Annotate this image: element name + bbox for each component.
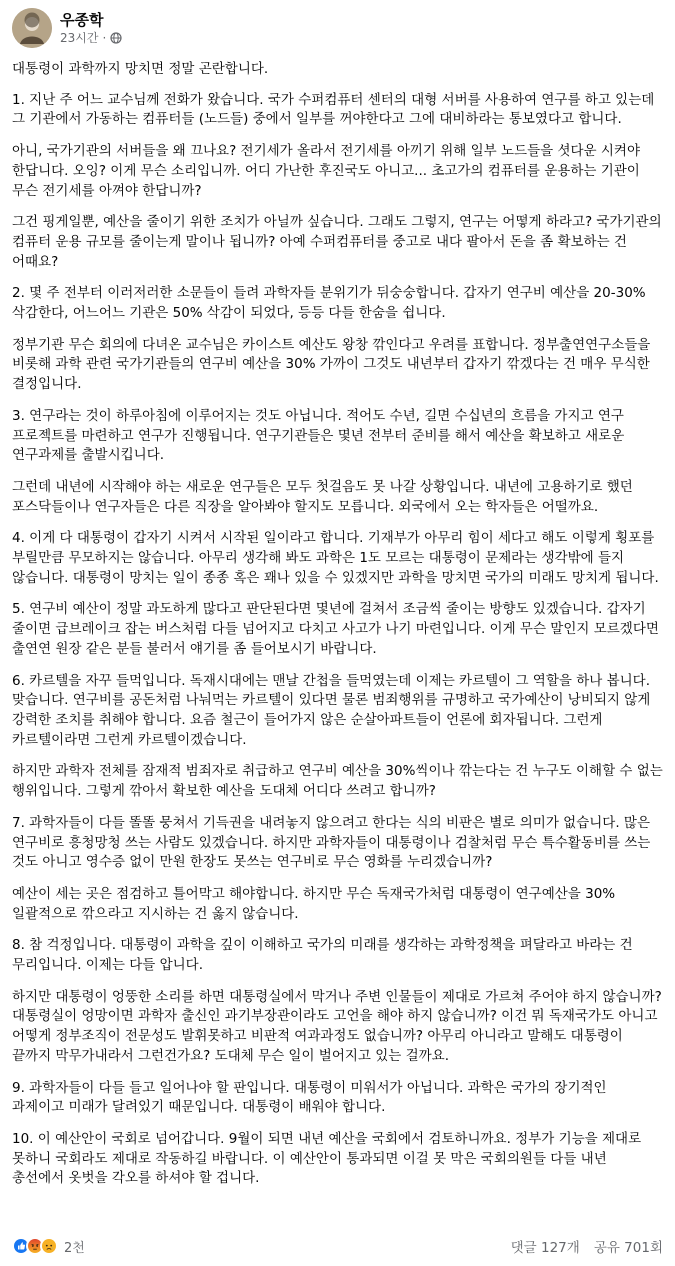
- post-paragraph: 9. 과학자들이 다들 들고 일어나야 할 판입니다. 대통령이 미워서가 아닙니다. 과학은 국가의 장기적인 과제이고 미래가 달려있기 때문입니다. 대통령이 배워야 합니다.: [12, 1079, 607, 1116]
- reaction-count[interactable]: 2천: [64, 1240, 85, 1256]
- author-name[interactable]: 우종학: [60, 11, 104, 29]
- post-paragraph: 6. 카르텔을 자꾸 들먹입니다. 독재시대에는 맨날 간첩을 들먹였는데 이제는 카르텔이 그 역할을 하나 봅니다. 맞습니다. 연구비를 공돈처럼 나눠먹는 카르텔이 있다면 물론 범죄행위를 규명하고 국가예산이 낭비되지 않게 강력한 조치를 취해야 합니다. 요즘 철근이 들어가지 않은 순살아파트들이 언론에 회자됩니다. 그런게 카르텔이라면 그런게 카르텔이겠습니다.: [12, 672, 651, 748]
- post-paragraph: 4. 이게 다 대통령이 갑자기 시켜서 시작된 일이라고 합니다. 기재부가 아무리 힘이 세다고 해도 이렇게 횡포를 부릴만큼 무모하지는 않습니다. 아무리 생각해 봐도 과학은 1도 모르는 대통령이 문제라는 생각밖에 들지 않습니다. 대통령이 망치는 일이 종종 혹은 꽤나 있을 수 있겠지만 과학을 망치면 국가의 미래도 망치게 됩니다.: [12, 530, 659, 586]
- post-paragraph: 하지만 대통령이 엉뚱한 소리를 하면 대통령실에서 막거나 주변 인물들이 제대로 가르쳐 주어야 하지 않습니까? 대통령실이 엉망이면 과학자 출신인 과기부장관이라도 고언을 해야 하지 않습니까? 이건 뭐 독재국가도 아니고 어떻게 정부조직이 전문성도 발휘못하고 비판적 여과과정도 없습니까? 아무리 아니라고 말해도 대통령이 끝까지 막무가내라서 그런건가요? 도대체 무슨 일이 벌어지고 있는 걸까요.: [12, 988, 662, 1064]
- post-paragraph: 정부기관 무슨 회의에 다녀온 교수님은 카이스트 예산도 왕창 깎인다고 우려를 표합니다. 정부출연연구소들을 비롯해 과학 관련 국가기관들의 연구비 예산을 30% 가까이 그것도 내년부터 갑자기 깎겠다는 건 매우 무식한 결정입니다.: [12, 336, 651, 393]
- engagement-stats: [497, 1236, 663, 1256]
- avatar[interactable]: [12, 8, 52, 48]
- globe-icon: [110, 32, 122, 44]
- post-paragraph: 예산이 세는 곳은 점검하고 틀어막고 해야합니다. 하지만 무슨 독재국가처럼 대통령이 연구예산을 30% 일괄적으로 깎으라고 지시하는 건 옳지 않습니다.: [12, 885, 616, 922]
- post-card: [0, 4, 675, 1266]
- post-paragraph: 7. 과학자들이 다들 똘똘 뭉쳐서 기득권을 내려놓지 않으려고 한다는 식의 비판은 별로 의미가 없습니다. 많은 연구비로 흥청망청 쓰는 사람도 있겠습니다. 하지만 과학자들이 대통령이나 검찰처럼 무슨 특수활동비를 쓰는 것도 아니고 영수증 없이 만원 한장도 못쓰는 연구비로 무슨 영화를 누리겠습니까?: [12, 814, 651, 871]
- sad-reaction-icon: [40, 1237, 58, 1255]
- comment-count[interactable]: 댓글 127개: [510, 1240, 580, 1256]
- post-footer: [12, 1232, 663, 1260]
- reaction-summary[interactable]: [12, 1237, 85, 1256]
- separator-dot: ·: [102, 31, 107, 45]
- post-header: [12, 4, 663, 52]
- post-meta: [60, 10, 122, 46]
- post-paragraph: 아니, 국가기관의 서버들을 왜 끄나요? 전기세가 올라서 전기세를 아끼기 위해 일부 노드들을 셧다운 시켜야 한답니다. 오잉? 이게 무슨 소리입니까. 어디 가난한 후진국도 아니고... 초고가의 컴퓨터를 운용하는 기관이 무슨 전기세를 아껴야 한답니까?: [12, 143, 641, 199]
- post-title: 대통령이 과학까지 망치면 정말 곤란합니다.: [12, 61, 269, 77]
- post-paragraph: 10. 이 예산안이 국회로 넘어갑니다. 9월이 되면 내년 예산을 국회에서 검토하니까요. 정부가 기능을 제대로 못하니 국회라도 제대로 작동하길 바랍니다. 이 예산안이 통과되면 이걸 못 막은 국회의원들 다들 내년 총선에서 옷벗을 각오를 하셔야 할 겁니다.: [12, 1130, 642, 1187]
- post-paragraph: 3. 연구라는 것이 하루아침에 이루어지는 것도 아닙니다. 적어도 수년, 길면 수십년의 흐름을 가지고 연구 프로젝트를 마련하고 연구가 진행됩니다. 연구기관들은 몇년 전부터 준비를 해서 예산을 확보하고 새로운 연구과제를 출발시킵니다.: [12, 407, 625, 464]
- post-body: [12, 60, 663, 1189]
- post-time[interactable]: 23시간: [60, 31, 99, 45]
- post-paragraph: 그런데 내년에 시작해야 하는 새로운 연구들은 모두 첫걸음도 못 나갈 상황입니다. 내년에 고용하기로 했던 포스닥들이나 연구자들은 다른 직장을 알아봐야 할지도 모릅니다. 외국에서 오는 학자들은 어떨까요.: [12, 478, 633, 515]
- post-paragraph: 하지만 과학자 전체를 잠재적 범죄자로 취급하고 연구비 예산을 30%씩이나 깎는다는 건 누구도 이해할 수 없는 행위입니다. 그렇게 깎아서 확보한 예산을 도대체 어디다 쓰려고 합니까?: [12, 763, 663, 800]
- post-paragraph: 1. 지난 주 어느 교수님께 전화가 왔습니다. 국가 수퍼컴퓨터 센터의 대형 서버를 사용하여 연구를 하고 있는데 그 기관에서 가동하는 컴퓨터들 (노드들) 중에서 일부를 꺼야한다고 그에 대비하라는 통보였다고 합니다.: [12, 91, 655, 128]
- post-paragraph: 2. 몇 주 전부터 이러저러한 소문들이 들려 과학자들 분위기가 뒤숭숭합니다. 갑자기 연구비 예산을 20-30% 삭감한다, 어느어느 기관은 50% 삭감이 되었다, 등등 다들 한숨을 쉽니다.: [12, 285, 646, 322]
- post-paragraph: 5. 연구비 예산이 정말 과도하게 많다고 판단된다면 몇년에 걸쳐서 조금씩 줄이는 방향도 있겠습니다. 갑자기 줄이면 급브레이크 잡는 버스처럼 다들 넘어지고 다치고 사고가 나기 마련입니다. 이게 무슨 말인지 모르겠다면 출연연 원장 같은 분들 불러서 얘기를 좀 들어보시기 바랍니다.: [12, 601, 659, 657]
- post-paragraph: 그건 핑게일뿐, 예산을 줄이기 위한 조치가 아닐까 싶습니다. 그래도 그렇지, 연구는 어떻게 하라고? 국가기관의 컴퓨터 운용 규모를 줄이는게 말이나 됩니까? 아예 수퍼컴퓨터를 중고로 내다 팔아서 돈을 좀 확보하는 건 어때요?: [12, 214, 662, 270]
- share-count[interactable]: 공유 701회: [593, 1240, 663, 1256]
- post-paragraph: 8. 참 걱정입니다. 대통령이 과학을 깊이 이해하고 국가의 미래를 생각하는 과학정책을 펴달라고 바라는 건 무리입니다. 이제는 다들 압니다.: [12, 937, 633, 974]
- post-subline: [60, 30, 122, 46]
